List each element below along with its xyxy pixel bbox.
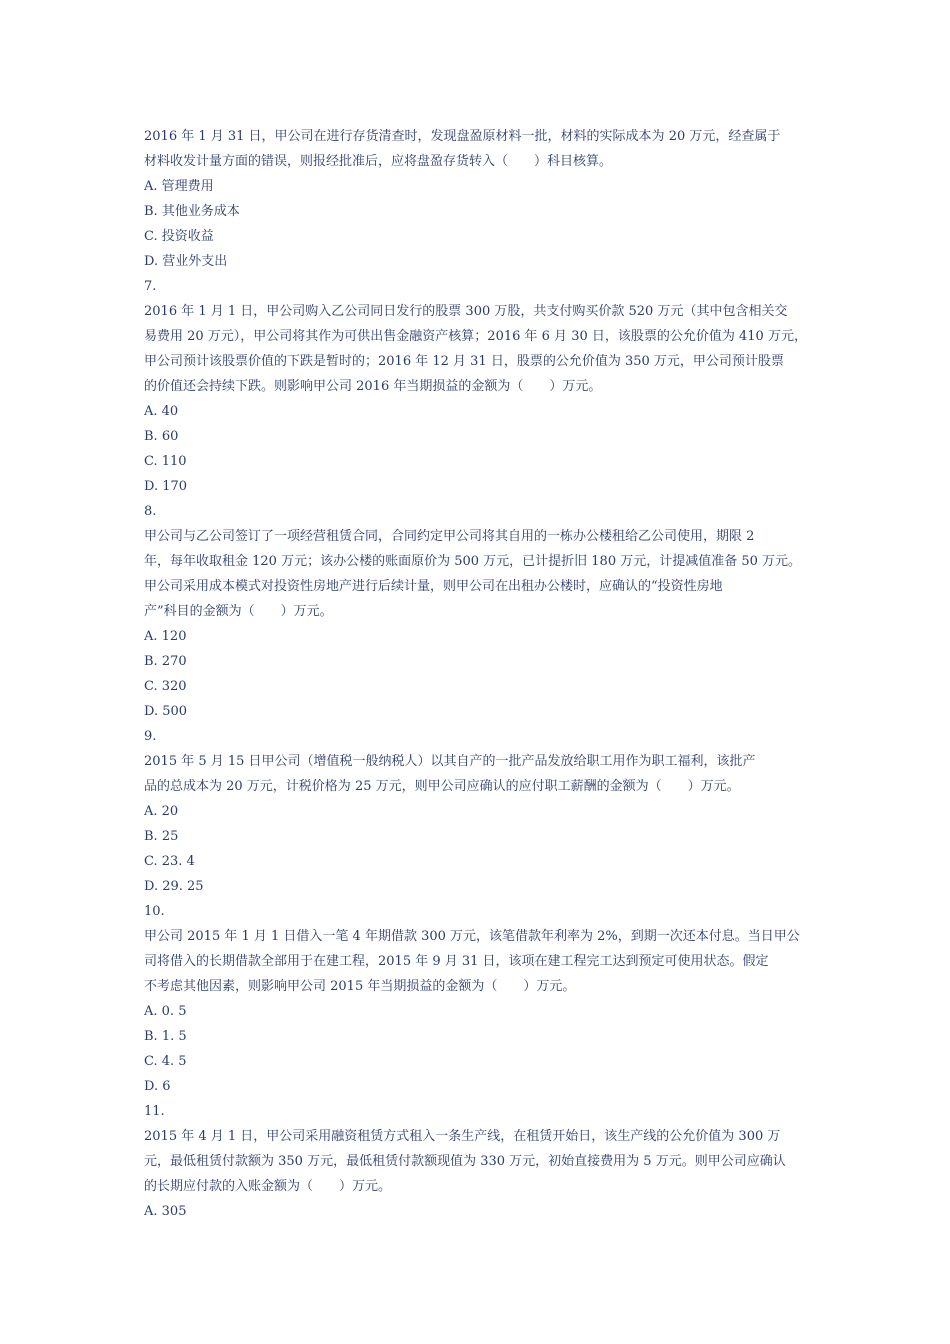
answer-option: D. 500 [144,704,188,719]
question-stem-line: 品的总成本为 20 万元，计税价格为 25 万元，则甲公司应确认的应付职工薪酬的金额为（ ）万元。 [144,779,740,794]
question-block [144,899,814,1099]
answer-option: B. 25 [144,829,179,844]
question-stem-line: 甲公司与乙公司签订了一项经营租赁合同，合同约定甲公司将其自用的一栋办公楼租给乙公司使用，期限 2 [144,529,755,544]
answer-option: A. 20 [144,804,179,819]
question-stem [144,124,814,174]
question-block [144,499,814,724]
question-number: 11. [144,1104,165,1119]
question-stem-line: 2015 年 4 月 1 日，甲公司采用融资租赁方式租入一条生产线，在租赁开始日，该生产线的公允价值为 300 万 [144,1129,781,1144]
document-body [144,124,814,1224]
question-stem-line: 材料收发计量方面的错误，则报经批准后，应将盘盈存货转入（ ）科目核算。 [144,154,613,169]
answer-option: C. 110 [144,454,187,469]
question-stem-line: 易费用 20 万元），甲公司将其作为可供出售金融资产核算；2016 年 6 月 30 日，该股票的公允价值为 410 万元， [144,329,807,344]
question-stem-line: 不考虑其他因素，则影响甲公司 2015 年当期损益的金额为（ ）万元。 [144,979,576,994]
answer-option: A. 305 [144,1204,187,1219]
question-stem [144,1124,814,1199]
answer-option: D. 营业外支出 [144,254,228,269]
question-stem-line: 2016 年 1 月 31 日，甲公司在进行存货清查时，发现盘盈原材料一批，材料的实际成本为 20 万元，经查属于 [144,129,781,144]
question-stem-line: 的长期应付款的入账金额为（ ）万元。 [144,1179,392,1194]
answer-option: D. 170 [144,479,188,494]
answer-option: B. 其他业务成本 [144,204,240,219]
question-stem [144,299,814,399]
answer-option: B. 60 [144,429,179,444]
answer-option: A. 管理费用 [144,179,214,194]
question-stem-line: 年，每年收取租金 120 万元；该办公楼的账面原价为 500 万元，已计提折旧 180 万元，计提减值准备 50 万元。 [144,554,802,569]
question-stem [144,524,814,624]
answer-option: C. 4. 5 [144,1054,187,1069]
answer-option: A. 120 [144,629,187,644]
question-number: 8. [144,504,157,519]
question-stem-line: 的价值还会持续下跌。则影响甲公司 2016 年当期损益的金额为（ ）万元。 [144,379,602,394]
question-stem-line: 甲公司采用成本模式对投资性房地产进行后续计量，则甲公司在出租办公楼时，应确认的“投资性房地 [144,579,723,594]
answer-option: B. 1. 5 [144,1029,187,1044]
question-number: 10. [144,904,165,919]
question-stem-line: 2016 年 1 月 1 日，甲公司购入乙公司同日发行的股票 300 万股，共支付购买价款 520 万元（其中包含相关交 [144,304,788,319]
question-stem-line: 元，最低租赁付款额为 350 万元，最低租赁付款额现值为 330 万元，初始直接费用为 5 万元。则甲公司应确认 [144,1154,786,1169]
answer-option: D. 29. 25 [144,879,204,894]
answer-option: C. 23. 4 [144,854,195,869]
answer-option: A. 0. 5 [144,1004,187,1019]
question-stem [144,749,814,799]
answer-option: C. 投资收益 [144,229,214,244]
question-stem-line: 2015 年 5 月 15 日甲公司（增值税一般纳税人）以其自产的一批产品发放给职工用作为职工福利，该批产 [144,754,756,769]
answer-option: D. 6 [144,1079,171,1094]
question-number: 7. [144,279,157,294]
question-block [144,724,814,899]
answer-option: B. 270 [144,654,187,669]
question-stem-line: 司将借入的长期借款全部用于在建工程，2015 年 9 月 31 日，该项在建工程完工达到预定可使用状态。假定 [144,954,769,969]
answer-option: C. 320 [144,679,187,694]
answer-option: A. 40 [144,404,179,419]
question-stem-line: 甲公司预计该股票价值的下跌是暂时的；2016 年 12 月 31 日，股票的公允价值为 350 万元，甲公司预计股票 [144,354,784,369]
question-number: 9. [144,729,157,744]
question-block [144,1099,814,1224]
question-stem [144,924,814,999]
question-block [144,124,814,274]
question-block [144,274,814,499]
question-stem-line: 甲公司 2015 年 1 月 1 日借入一笔 4 年期借款 300 万元，该笔借款年利率为 2%，到期一次还本付息。当日甲公 [144,929,800,944]
question-stem-line: 产”科目的金额为（ ）万元。 [144,604,333,619]
